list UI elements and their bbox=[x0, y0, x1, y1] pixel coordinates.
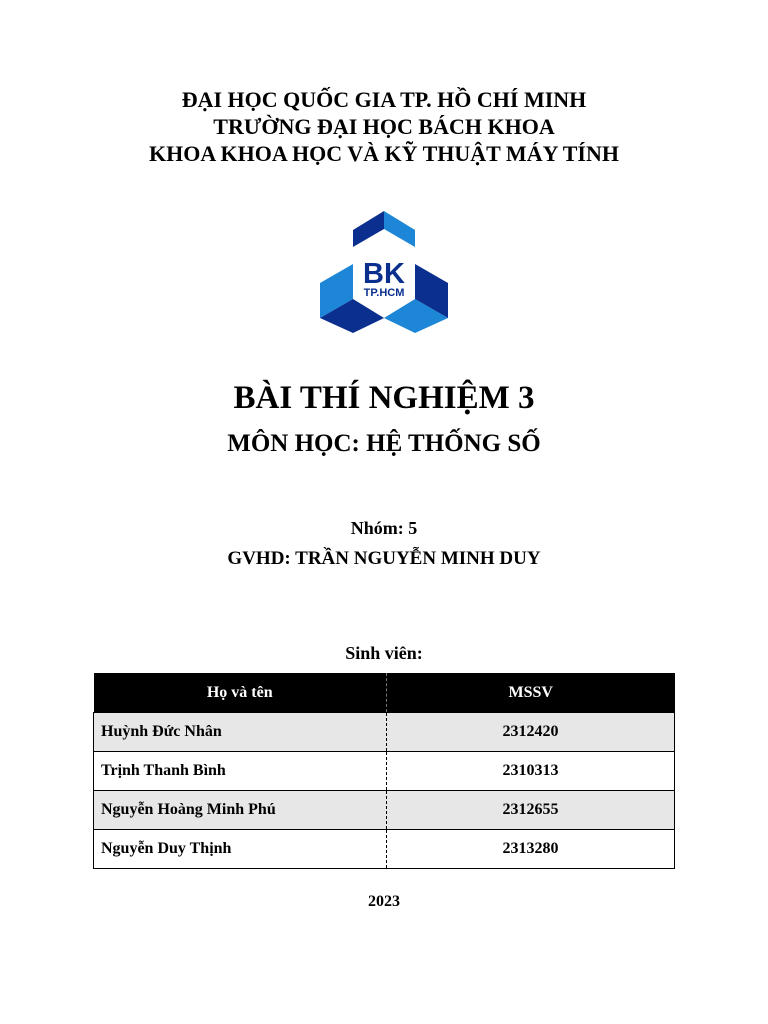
student-name: Nguyễn Hoàng Minh Phú bbox=[94, 791, 387, 830]
advisor-name: GVHD: TRẦN NGUYỄN MINH DUY bbox=[227, 548, 541, 569]
student-name: Nguyễn Duy Thịnh bbox=[94, 830, 387, 869]
table-header-row bbox=[94, 673, 675, 713]
header-line-university: ĐẠI HỌC QUỐC GIA TP. HỒ CHÍ MINH bbox=[181, 87, 587, 112]
student-name: Huỳnh Đức Nhân bbox=[94, 713, 387, 752]
table-row bbox=[94, 713, 675, 752]
student-id: 2313280 bbox=[387, 830, 675, 869]
report-title: BÀI THÍ NGHIỆM 3 bbox=[233, 380, 535, 416]
group-number: Nhóm: 5 bbox=[350, 518, 418, 538]
table-row bbox=[94, 752, 675, 791]
header-line-faculty: KHOA KHOA HỌC VÀ KỸ THUẬT MÁY TÍNH bbox=[148, 141, 619, 166]
course-subtitle: MÔN HỌC: HỆ THỐNG SỐ bbox=[227, 430, 541, 457]
university-header bbox=[0, 86, 768, 167]
bk-logo bbox=[320, 211, 448, 333]
student-name: Trịnh Thanh Bình bbox=[94, 752, 387, 791]
column-header-id: MSSV bbox=[387, 673, 675, 713]
report-year: 2023 bbox=[368, 893, 400, 910]
student-id: 2312420 bbox=[387, 713, 675, 752]
student-id: 2312655 bbox=[387, 791, 675, 830]
logo-text-city: TP.HCM bbox=[363, 287, 405, 299]
table-row bbox=[94, 791, 675, 830]
students-table bbox=[93, 673, 675, 869]
student-id: 2310313 bbox=[387, 752, 675, 791]
table-row bbox=[94, 830, 675, 869]
logo-text-bk: BK bbox=[363, 258, 405, 290]
logo-top-right bbox=[384, 211, 415, 247]
students-label: Sinh viên: bbox=[345, 643, 423, 663]
logo-top-left bbox=[353, 211, 384, 247]
header-line-school: TRƯỜNG ĐẠI HỌC BÁCH KHOA bbox=[213, 114, 555, 139]
column-header-name: Họ và tên bbox=[94, 673, 387, 713]
